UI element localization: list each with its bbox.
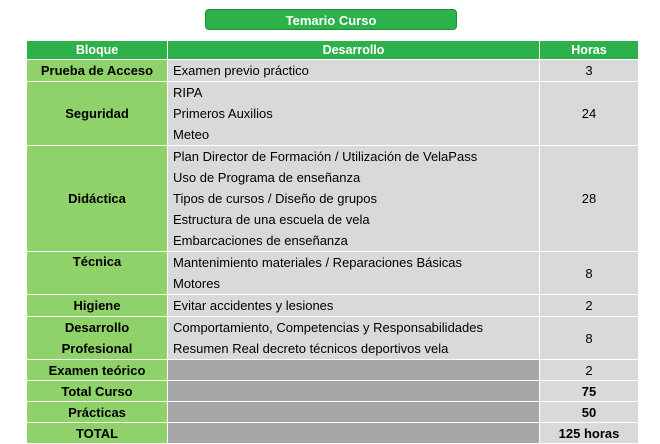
table-row [27, 317, 639, 360]
horas-cell: 8 [540, 317, 639, 360]
summary-label: TOTAL [27, 423, 168, 444]
desarrollo-cell [168, 60, 540, 82]
summary-blank [168, 360, 540, 381]
header-desarrollo: Desarrollo [168, 41, 540, 60]
table-row [27, 82, 639, 146]
summary-row [27, 360, 639, 381]
bloque-cell: Didáctica [27, 146, 168, 252]
desarrollo-line: Tipos de cursos / Diseño de grupos [173, 191, 378, 206]
table-row [27, 60, 639, 82]
summary-blank [168, 423, 540, 444]
horas-cell: 24 [540, 82, 639, 146]
bloque-cell: Higiene [27, 295, 168, 317]
horas-cell: 2 [540, 295, 639, 317]
desarrollo-line: Uso de Programa de enseñanza [173, 170, 361, 185]
desarrollo-cell [168, 146, 540, 252]
desarrollo-line: Comportamiento, Competencias y Responsabilidades [173, 320, 483, 335]
bloque-line: Profesional [61, 341, 133, 356]
summary-row [27, 423, 639, 444]
desarrollo-cell [168, 82, 540, 146]
bloque-cell: Prueba de Acceso [27, 60, 168, 82]
summary-hours: 125 horas [540, 423, 639, 444]
summary-label: Prácticas [27, 402, 168, 423]
summary-row [27, 402, 639, 423]
desarrollo-line: Embarcaciones de enseñanza [173, 233, 348, 248]
desarrollo-line: Motores [173, 276, 220, 291]
header-bloque: Bloque [27, 41, 168, 60]
horas-cell: 28 [540, 146, 639, 252]
summary-hours: 75 [540, 381, 639, 402]
horas-cell: 8 [540, 252, 639, 295]
summary-blank [168, 402, 540, 423]
bloque-line: Desarrollo [64, 320, 130, 335]
bloque-cell: Seguridad [27, 82, 168, 146]
course-title: Temario Curso [205, 9, 457, 30]
summary-label: Examen teórico [27, 360, 168, 381]
summary-blank [168, 381, 540, 402]
desarrollo-line: Resumen Real decreto técnicos deportivos vela [173, 341, 449, 356]
desarrollo-cell [168, 252, 540, 295]
desarrollo-cell [168, 317, 540, 360]
summary-hours: 2 [540, 360, 639, 381]
summary-row [27, 381, 639, 402]
summary-label: Total Curso [27, 381, 168, 402]
table-row [27, 295, 639, 317]
desarrollo-line: Estructura de una escuela de vela [173, 212, 370, 227]
table-row [27, 146, 639, 252]
desarrollo-line: Meteo [173, 127, 210, 142]
horas-cell: 3 [540, 60, 639, 82]
table-header-row [27, 41, 639, 60]
desarrollo-line: Evitar accidentes y lesiones [173, 298, 334, 313]
desarrollo-line: RIPA [173, 85, 203, 100]
header-horas: Horas [540, 41, 639, 60]
desarrollo-line: Mantenimiento materiales / Reparaciones Básicas [173, 255, 463, 270]
table-row [27, 252, 639, 295]
bloque-cell [27, 317, 168, 360]
summary-hours: 50 [540, 402, 639, 423]
desarrollo-line: Primeros Auxilios [173, 106, 273, 121]
syllabus-table [26, 40, 639, 444]
desarrollo-cell [168, 295, 540, 317]
desarrollo-line: Plan Director de Formación / Utilización de VelaPass [173, 149, 478, 164]
desarrollo-line: Examen previo práctico [173, 63, 309, 78]
bloque-cell: Técnica [27, 252, 168, 295]
